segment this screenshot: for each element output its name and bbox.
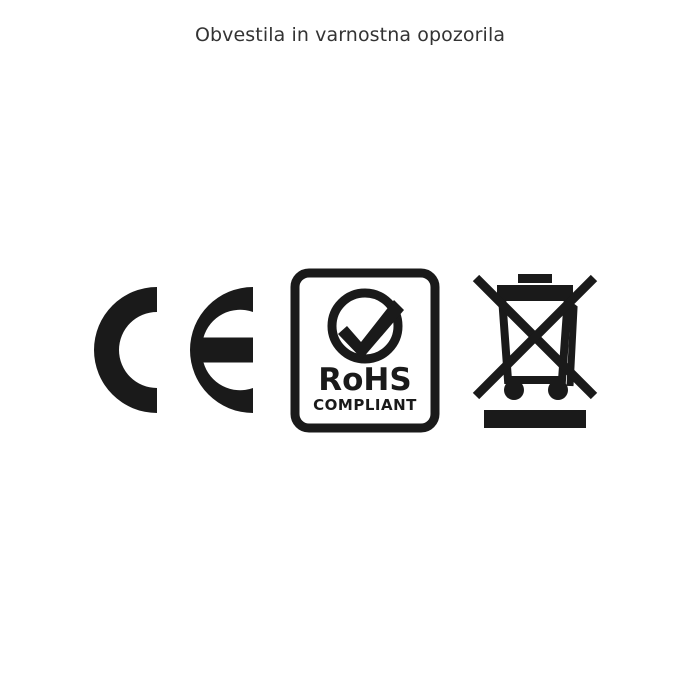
rohs-mark — [280, 255, 450, 445]
crossed-out-wheeled-bin-icon — [470, 268, 600, 433]
compliance-marks-row — [0, 255, 700, 445]
svg-text:COMPLIANT: COMPLIANT — [313, 395, 417, 414]
ce-mark — [80, 255, 280, 445]
rohs-compliant-icon — [290, 268, 440, 433]
ce-marking-icon — [85, 275, 275, 425]
svg-text:RoHS: RoHS — [318, 361, 412, 398]
page-title: Obvestila in varnostna opozorila — [194, 24, 506, 46]
weee-mark — [450, 255, 620, 445]
